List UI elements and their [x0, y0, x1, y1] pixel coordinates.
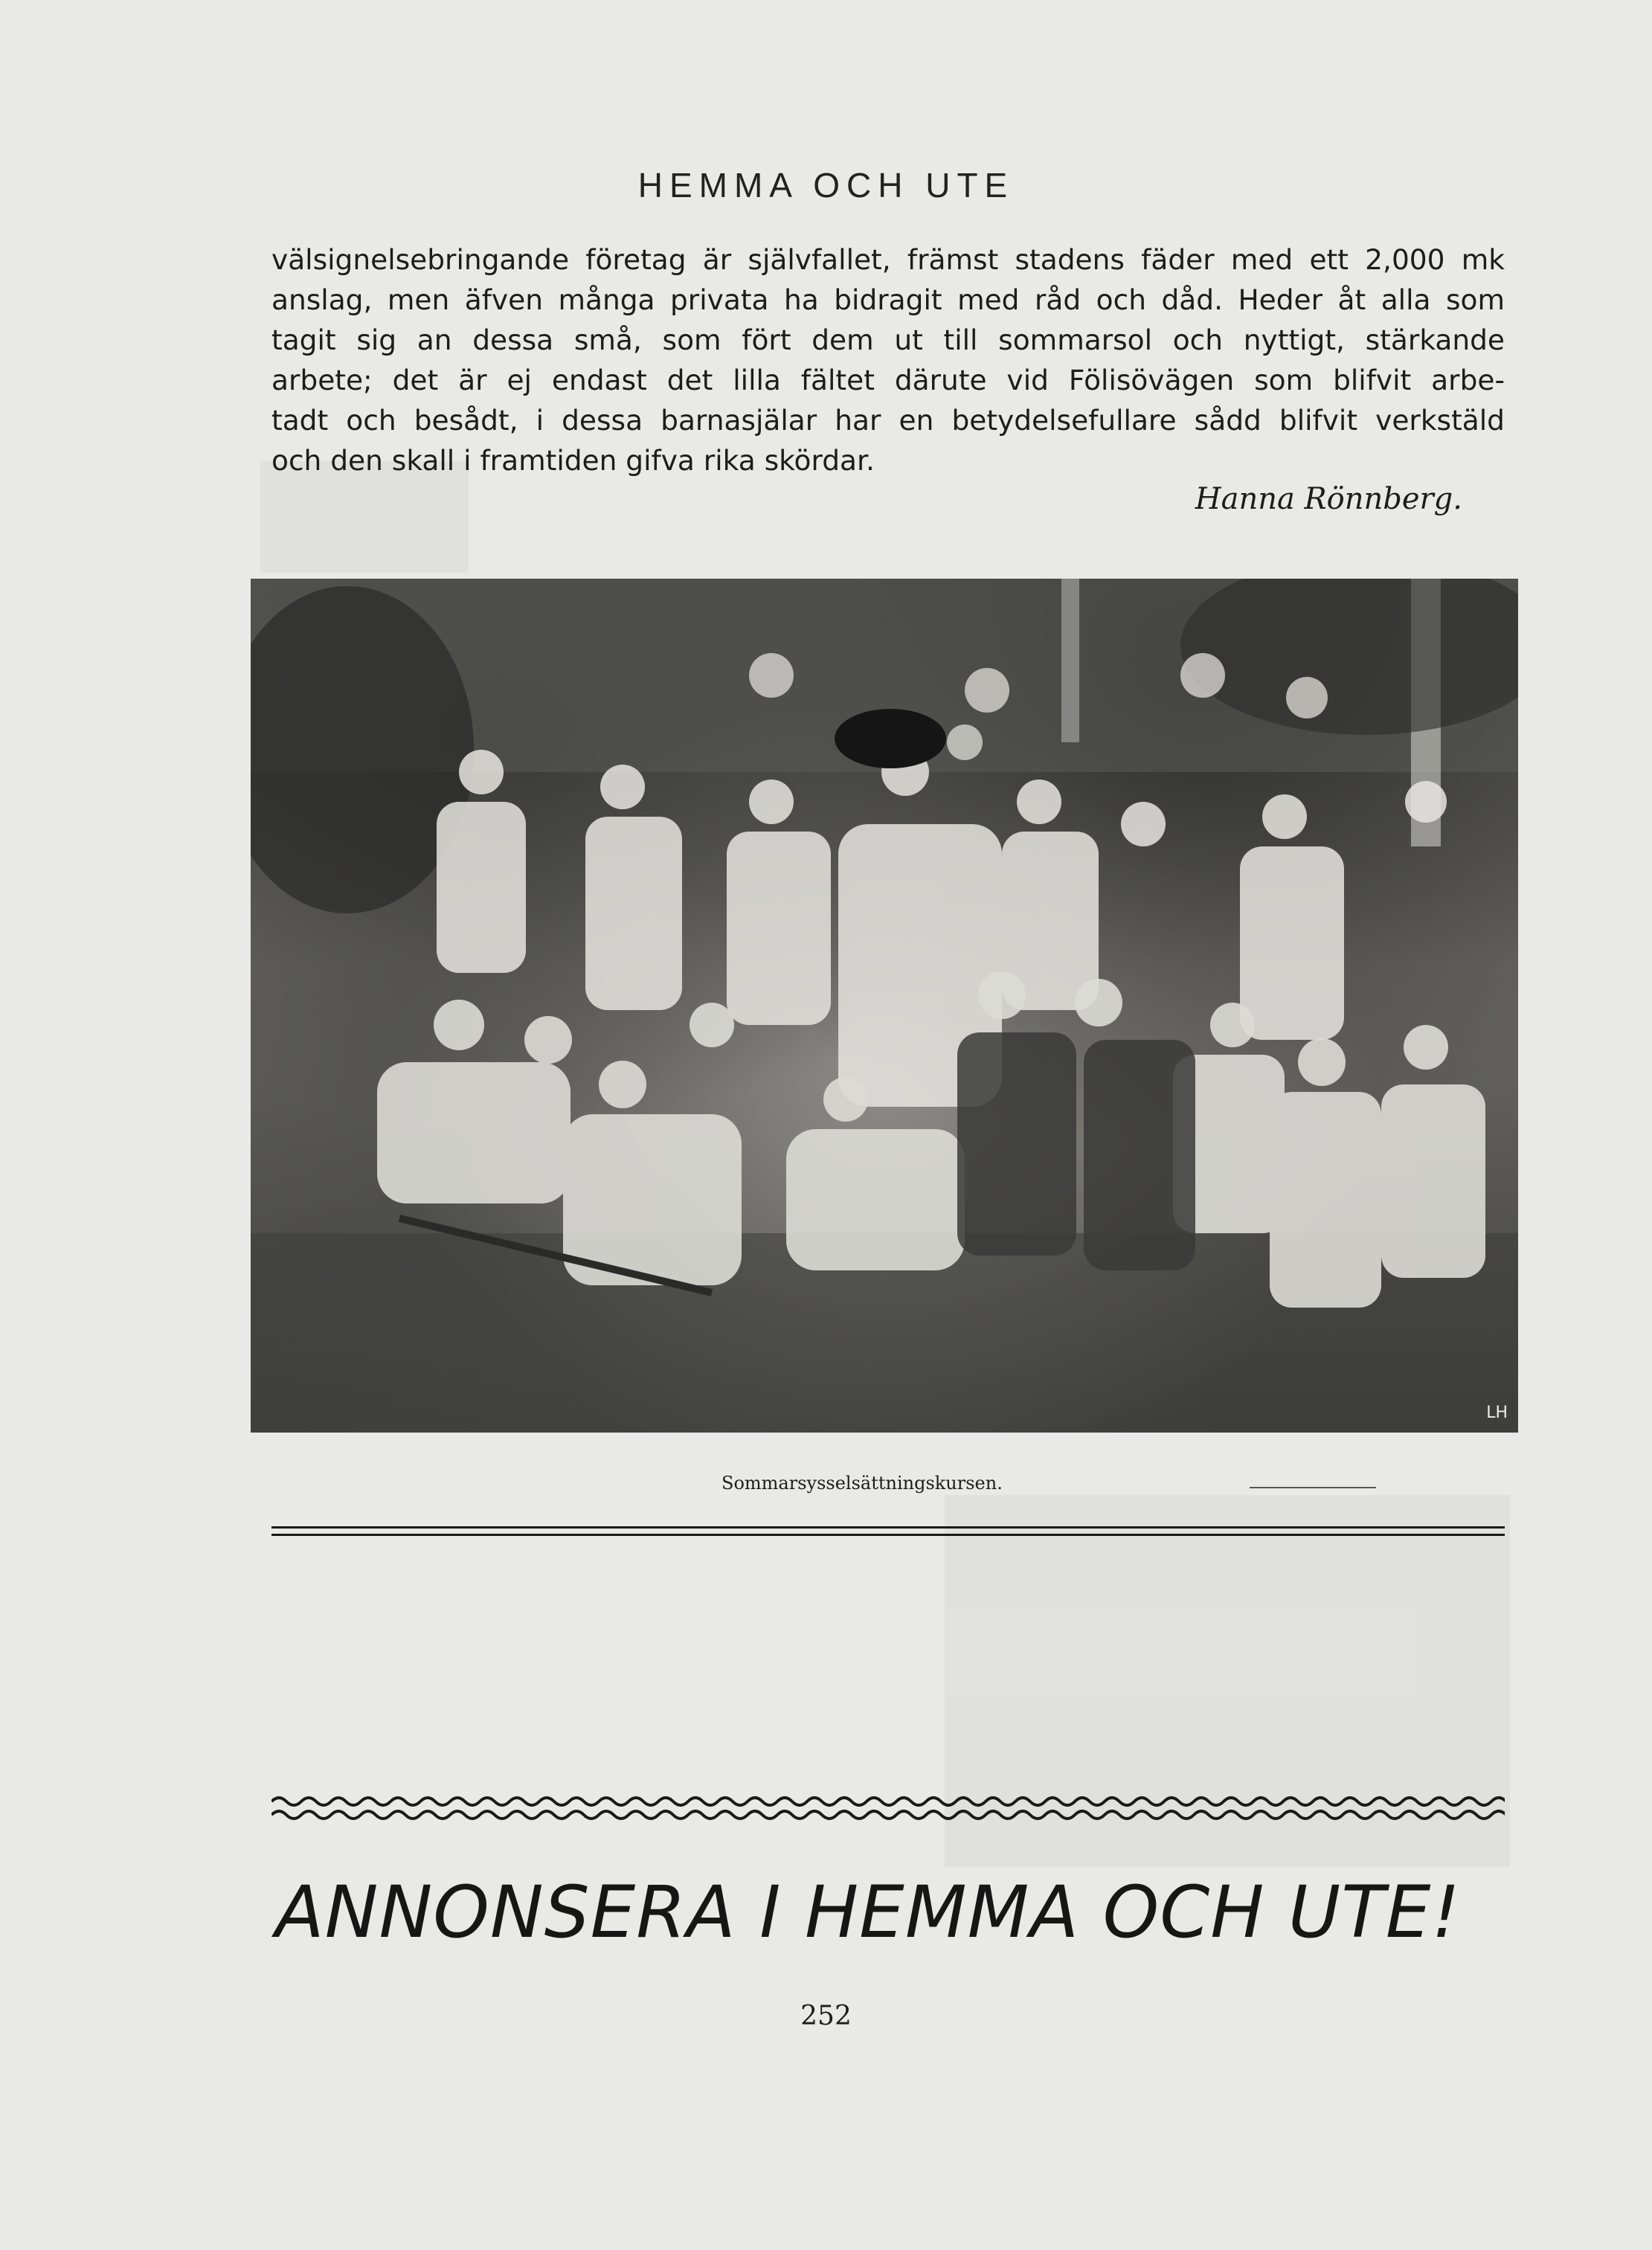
article-line: arbete; det är ej endast det lilla fältet därute vid Fölisövägen som blifvit arbe- — [271, 364, 1505, 396]
group-photograph — [251, 579, 1518, 1433]
divider-rule-bottom — [271, 1534, 1505, 1536]
author-signature: Hanna Rönnberg. — [1195, 482, 1462, 516]
page-number: 252 — [800, 2001, 852, 2031]
article-body — [271, 240, 1505, 480]
article-line: välsignelsebringande företag är självfallet, främst stadens fäder med ett 2,000 mk — [271, 243, 1505, 276]
article-line: tagit sig an dessa små, som fört dem ut till sommarsol och nyttigt, stärkande — [271, 324, 1505, 356]
article-line: anslag, men äfven många privata ha bidragit med råd och dåd. Heder åt alla som — [271, 283, 1505, 316]
photo-illustration — [251, 579, 1518, 1433]
article-line: tadt och besådt, i dessa barnasjälar har en betydelsefullare sådd blifvit verkstäld — [271, 404, 1505, 437]
running-header: HEMMA OCH UTE — [637, 166, 1015, 205]
wavy-divider — [271, 1794, 1505, 1824]
caption-dash — [1250, 1487, 1376, 1488]
photo-caption: Sommarsysselsättningskursen. — [721, 1473, 1003, 1494]
photographer-mark: LH — [1486, 1404, 1508, 1422]
advertisement-slogan: ANNONSERA I HEMMA OCH UTE! — [275, 1871, 1462, 1954]
article-line: och den skall i framtiden gifva rika skördar. — [271, 444, 875, 477]
divider-rule-top — [271, 1526, 1505, 1529]
